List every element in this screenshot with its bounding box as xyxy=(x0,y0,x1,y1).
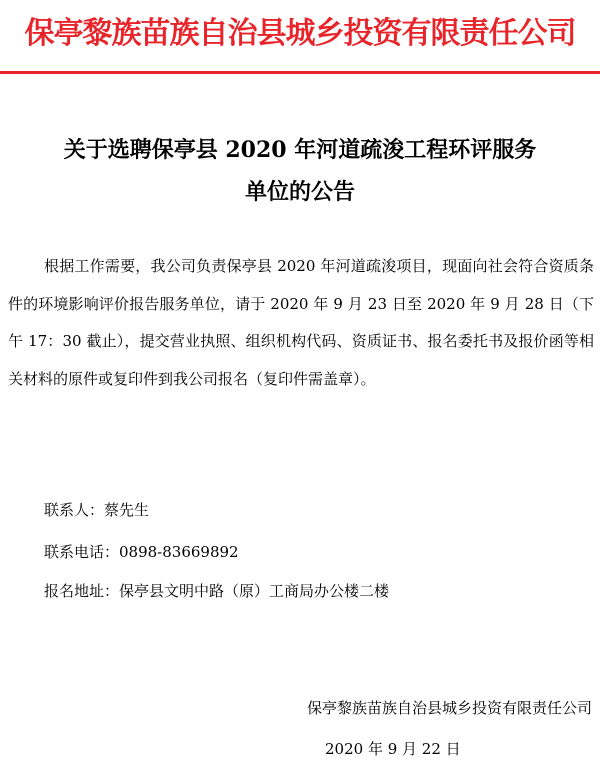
notice-title-line-1: 关于选聘保亭县 2020 年河道疏浚工程环评服务 xyxy=(63,137,537,163)
contact-person: 联系人：蔡先生 xyxy=(44,501,150,519)
contact-phone: 联系电话：0898-83669892 xyxy=(44,543,239,561)
notice-title xyxy=(0,129,600,213)
registration-address: 报名地址：保亭县文明中路（原）工商局办公楼二楼 xyxy=(44,582,390,600)
signature-date: 2020 年 9 月 22 日 xyxy=(325,740,461,758)
signature-company: 保亭黎族苗族自治县城乡投资有限责任公司 xyxy=(306,699,592,717)
letterhead-divider xyxy=(0,71,600,74)
notice-body: 根据工作需要，我公司负责保亭县 2020 年河道疏浚项目，现面向社会符合资质条件的环境影响评价报告服务单位，请于 2020 年 9 月 23 日至 2020 年 9 月 28 日（下午 17：30 截止），提交营业执照、组织机构代码、资质证书、报名委托书及报价函等相关材料的原件或复印件到我公司报名（复印件需盖章）。 xyxy=(8,257,594,388)
notice-title-line-2: 单位的公告 xyxy=(244,179,355,205)
letterhead-company-name: 保亭黎族苗族自治县城乡投资有限责任公司 xyxy=(24,16,576,51)
